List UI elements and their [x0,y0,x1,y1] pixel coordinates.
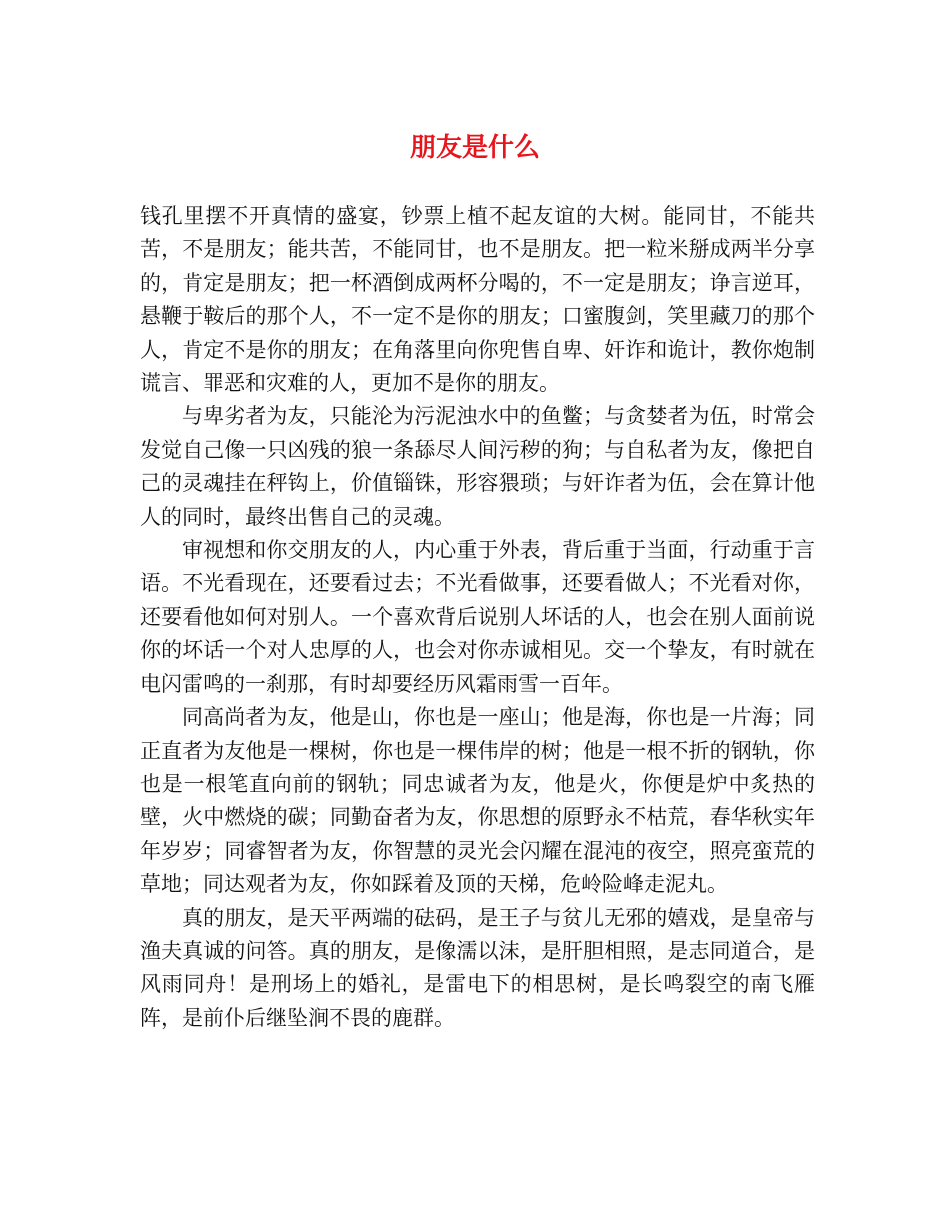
paragraph-1: 钱孔里摆不开真情的盛宴，钞票上植不起友谊的大树。能同甘，不能共苦，不是朋友；能共苦，不能同甘，也不是朋友。把一粒米掰成两半分享的，肯定是朋友；把一杯酒倒成两杯分喝的，不一定是朋友；诤言逆耳，悬鞭于鞍后的那个人，不一定不是你的朋友；口蜜腹剑，笑里藏刀的那个人，肯定不是你的朋友；在角落里向你兜售自卑、奸诈和诡计，教你炮制谎言、罪恶和灾难的人，更加不是你的朋友。 [140,204,815,396]
paragraph-5: 真的朋友，是天平两端的砝码，是王子与贫儿无邪的嬉戏，是皇帝与渔夫真诚的问答。真的朋友，是像濡以沫，是肝胆相照，是志同道合，是风雨同舟！是刑场上的婚礼，是雷电下的相思树，是长鸣裂空的南飞雁阵，是前仆后继坠涧不畏的鹿群。 [140,905,815,1030]
document-body [140,200,815,1035]
paragraph-2: 与卑劣者为友，只能沦为污泥浊水中的鱼鳖；与贪婪者为伍，时常会发觉自己像一只凶残的狼一条舔尽人间污秽的狗；与自私者为友，像把自己的灵魂挂在秤钩上，价值锱铢，形容猥琐；与奸诈者为伍，会在算计他人的同时，最终出售自己的灵魂。 [140,404,815,529]
paragraph-3: 审视想和你交朋友的人，内心重于外表，背后重于当面，行动重于言语。不光看现在，还要看过去；不光看做事，还要看做人；不光看对你，还要看他如何对别人。一个喜欢背后说别人坏话的人，也会在别人面前说你的坏话一个对人忠厚的人，也会对你赤诚相见。交一个挚友，有时就在电闪雷鸣的一刹那，有时却要经历风霜雨雪一百年。 [140,538,815,696]
paragraph-4: 同高尚者为友，他是山，你也是一座山；他是海，你也是一片海；同正直者为友他是一棵树，你也是一棵伟岸的树；他是一根不折的钢轨，你也是一根笔直向前的钢轨；同忠诚者为友，他是火，你便是炉中炙热的壁，火中燃烧的碳；同勤奋者为友，你思想的原野永不枯荒，春华秋实年年岁岁；同睿智者为友，你智慧的灵光会闪耀在混沌的夜空，照亮蛮荒的草地；同达观者为友，你如踩着及顶的天梯，危岭险峰走泥丸。 [140,705,815,897]
page-title: 朋友是什么 [409,133,540,163]
